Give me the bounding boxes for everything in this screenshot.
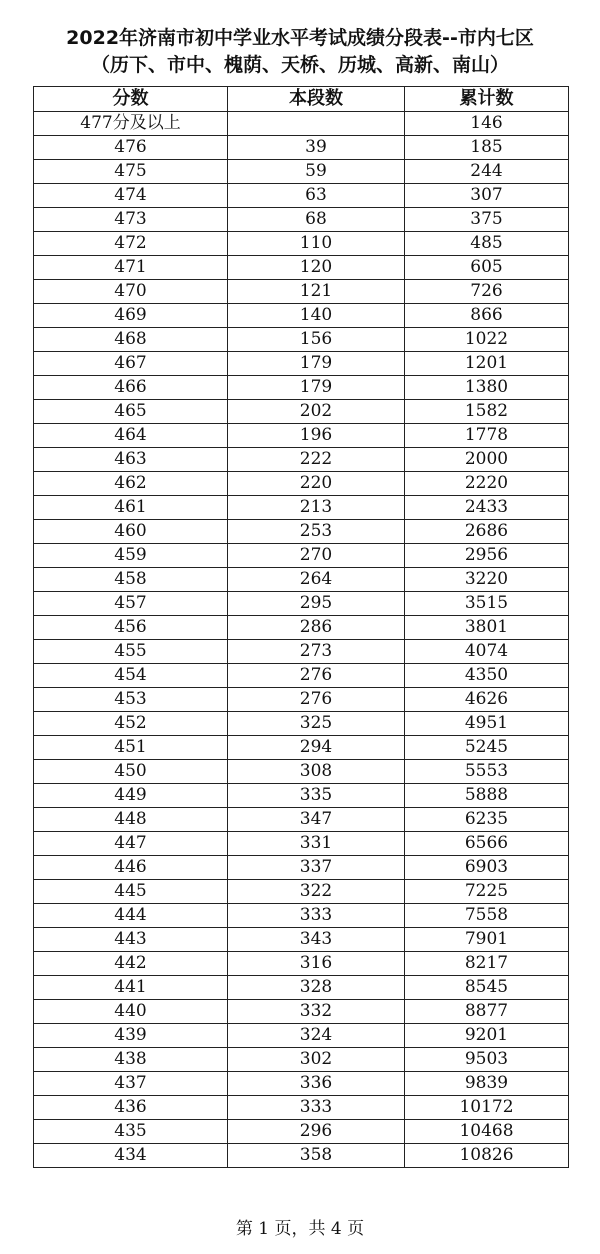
cell-score: 442 [34, 952, 228, 976]
cell-segment-count: 68 [228, 208, 405, 232]
cell-score: 474 [34, 184, 228, 208]
cell-segment-count: 331 [228, 832, 405, 856]
table-body [34, 112, 569, 1168]
table-row [34, 568, 569, 592]
cell-score: 447 [34, 832, 228, 856]
cell-cumulative-count: 2686 [405, 520, 569, 544]
cell-cumulative-count: 4626 [405, 688, 569, 712]
cell-score: 466 [34, 376, 228, 400]
cell-cumulative-count: 7225 [405, 880, 569, 904]
cell-score: 435 [34, 1120, 228, 1144]
cell-score: 458 [34, 568, 228, 592]
cell-cumulative-count: 8877 [405, 1000, 569, 1024]
cell-score: 472 [34, 232, 228, 256]
cell-segment-count: 286 [228, 616, 405, 640]
table-row [34, 928, 569, 952]
cell-cumulative-count: 1022 [405, 328, 569, 352]
cell-segment-count: 337 [228, 856, 405, 880]
cell-score: 438 [34, 1048, 228, 1072]
cell-cumulative-count: 307 [405, 184, 569, 208]
table-row [34, 208, 569, 232]
header-score: 分数 [34, 87, 228, 112]
cell-cumulative-count: 9839 [405, 1072, 569, 1096]
cell-cumulative-count: 244 [405, 160, 569, 184]
cell-score: 475 [34, 160, 228, 184]
cell-cumulative-count: 485 [405, 232, 569, 256]
table-row [34, 448, 569, 472]
cell-score: 453 [34, 688, 228, 712]
cell-segment-count [228, 112, 405, 136]
cell-cumulative-count: 6235 [405, 808, 569, 832]
cell-score: 434 [34, 1144, 228, 1168]
cell-cumulative-count: 866 [405, 304, 569, 328]
cell-score: 443 [34, 928, 228, 952]
cell-segment-count: 110 [228, 232, 405, 256]
table-row [34, 520, 569, 544]
cell-cumulative-count: 4951 [405, 712, 569, 736]
table-row [34, 1072, 569, 1096]
cell-score: 454 [34, 664, 228, 688]
cell-score: 473 [34, 208, 228, 232]
cell-score: 461 [34, 496, 228, 520]
cell-score: 439 [34, 1024, 228, 1048]
score-distribution-table [33, 86, 569, 1168]
cell-score: 450 [34, 760, 228, 784]
cell-cumulative-count: 5553 [405, 760, 569, 784]
table-row [34, 592, 569, 616]
cell-segment-count: 294 [228, 736, 405, 760]
table-row [34, 1048, 569, 1072]
cell-segment-count: 324 [228, 1024, 405, 1048]
cell-segment-count: 332 [228, 1000, 405, 1024]
cell-segment-count: 140 [228, 304, 405, 328]
cell-segment-count: 335 [228, 784, 405, 808]
cell-segment-count: 121 [228, 280, 405, 304]
table-row [34, 136, 569, 160]
cell-cumulative-count: 726 [405, 280, 569, 304]
table-row [34, 664, 569, 688]
cell-cumulative-count: 1778 [405, 424, 569, 448]
header-cumulative-count: 累计数 [405, 87, 569, 112]
cell-score: 436 [34, 1096, 228, 1120]
document-subtitle-districts: （历下、市中、槐荫、天桥、历城、高新、南山） [90, 54, 509, 76]
table-row [34, 256, 569, 280]
cell-cumulative-count: 1582 [405, 400, 569, 424]
table-row [34, 160, 569, 184]
cell-score: 455 [34, 640, 228, 664]
table-row [34, 736, 569, 760]
cell-cumulative-count: 146 [405, 112, 569, 136]
cell-cumulative-count: 4350 [405, 664, 569, 688]
table-row [34, 1120, 569, 1144]
cell-cumulative-count: 8217 [405, 952, 569, 976]
cell-segment-count: 213 [228, 496, 405, 520]
cell-segment-count: 179 [228, 352, 405, 376]
table-row [34, 1096, 569, 1120]
cell-segment-count: 343 [228, 928, 405, 952]
cell-segment-count: 347 [228, 808, 405, 832]
cell-score: 460 [34, 520, 228, 544]
table-row [34, 400, 569, 424]
table-row [34, 304, 569, 328]
cell-segment-count: 358 [228, 1144, 405, 1168]
cell-segment-count: 302 [228, 1048, 405, 1072]
header-segment-count: 本段数 [228, 87, 405, 112]
cell-segment-count: 273 [228, 640, 405, 664]
cell-segment-count: 333 [228, 904, 405, 928]
cell-segment-count: 336 [228, 1072, 405, 1096]
cell-score: 465 [34, 400, 228, 424]
table-row [34, 808, 569, 832]
cell-score: 451 [34, 736, 228, 760]
table-row [34, 688, 569, 712]
cell-cumulative-count: 5245 [405, 736, 569, 760]
page-number-footer: 第 1 页，共 4 页 [235, 1219, 365, 1239]
cell-cumulative-count: 6566 [405, 832, 569, 856]
table-row [34, 280, 569, 304]
cell-score: 468 [34, 328, 228, 352]
table-row [34, 1144, 569, 1168]
cell-cumulative-count: 4074 [405, 640, 569, 664]
table-row [34, 976, 569, 1000]
cell-cumulative-count: 2433 [405, 496, 569, 520]
cell-score: 444 [34, 904, 228, 928]
cell-cumulative-count: 1380 [405, 376, 569, 400]
cell-score: 476 [34, 136, 228, 160]
cell-score: 446 [34, 856, 228, 880]
cell-score: 469 [34, 304, 228, 328]
cell-cumulative-count: 7558 [405, 904, 569, 928]
table-row [34, 880, 569, 904]
cell-score: 452 [34, 712, 228, 736]
document-title: 2022年济南市初中学业水平考试成绩分段表--市内七区 [66, 27, 534, 49]
cell-segment-count: 333 [228, 1096, 405, 1120]
cell-segment-count: 59 [228, 160, 405, 184]
cell-cumulative-count: 3220 [405, 568, 569, 592]
cell-cumulative-count: 3801 [405, 616, 569, 640]
cell-score: 477分及以上 [34, 112, 228, 136]
cell-score: 464 [34, 424, 228, 448]
table-row [34, 112, 569, 136]
table-row [34, 472, 569, 496]
table-row [34, 1024, 569, 1048]
cell-segment-count: 296 [228, 1120, 405, 1144]
cell-cumulative-count: 2956 [405, 544, 569, 568]
cell-cumulative-count: 2220 [405, 472, 569, 496]
table-row [34, 616, 569, 640]
cell-segment-count: 220 [228, 472, 405, 496]
cell-segment-count: 316 [228, 952, 405, 976]
cell-cumulative-count: 10172 [405, 1096, 569, 1120]
cell-score: 470 [34, 280, 228, 304]
cell-cumulative-count: 10826 [405, 1144, 569, 1168]
table-row [34, 712, 569, 736]
cell-segment-count: 276 [228, 664, 405, 688]
cell-score: 467 [34, 352, 228, 376]
cell-segment-count: 179 [228, 376, 405, 400]
table-row [34, 952, 569, 976]
table-row [34, 328, 569, 352]
cell-cumulative-count: 7901 [405, 928, 569, 952]
cell-score: 445 [34, 880, 228, 904]
table-row [34, 760, 569, 784]
table-row [34, 640, 569, 664]
cell-segment-count: 39 [228, 136, 405, 160]
table-row [34, 856, 569, 880]
cell-cumulative-count: 9201 [405, 1024, 569, 1048]
cell-segment-count: 63 [228, 184, 405, 208]
table-row [34, 832, 569, 856]
cell-segment-count: 325 [228, 712, 405, 736]
cell-segment-count: 322 [228, 880, 405, 904]
cell-score: 440 [34, 1000, 228, 1024]
cell-segment-count: 270 [228, 544, 405, 568]
cell-segment-count: 156 [228, 328, 405, 352]
table-row [34, 352, 569, 376]
cell-segment-count: 295 [228, 592, 405, 616]
cell-score: 463 [34, 448, 228, 472]
cell-score: 437 [34, 1072, 228, 1096]
cell-segment-count: 328 [228, 976, 405, 1000]
cell-segment-count: 202 [228, 400, 405, 424]
cell-score: 459 [34, 544, 228, 568]
cell-segment-count: 308 [228, 760, 405, 784]
cell-cumulative-count: 605 [405, 256, 569, 280]
cell-cumulative-count: 6903 [405, 856, 569, 880]
cell-score: 471 [34, 256, 228, 280]
cell-score: 456 [34, 616, 228, 640]
table-row [34, 424, 569, 448]
table-row [34, 232, 569, 256]
cell-cumulative-count: 375 [405, 208, 569, 232]
table-header-row [34, 87, 569, 112]
cell-cumulative-count: 9503 [405, 1048, 569, 1072]
table-row [34, 376, 569, 400]
cell-cumulative-count: 185 [405, 136, 569, 160]
cell-score: 462 [34, 472, 228, 496]
table-row [34, 904, 569, 928]
table-row [34, 496, 569, 520]
table-row [34, 544, 569, 568]
cell-segment-count: 196 [228, 424, 405, 448]
cell-score: 457 [34, 592, 228, 616]
table-row [34, 784, 569, 808]
table-row [34, 184, 569, 208]
table-row [34, 1000, 569, 1024]
cell-segment-count: 276 [228, 688, 405, 712]
cell-segment-count: 120 [228, 256, 405, 280]
cell-score: 449 [34, 784, 228, 808]
cell-cumulative-count: 5888 [405, 784, 569, 808]
cell-score: 441 [34, 976, 228, 1000]
cell-cumulative-count: 8545 [405, 976, 569, 1000]
cell-cumulative-count: 2000 [405, 448, 569, 472]
cell-score: 448 [34, 808, 228, 832]
cell-cumulative-count: 3515 [405, 592, 569, 616]
cell-segment-count: 222 [228, 448, 405, 472]
cell-segment-count: 264 [228, 568, 405, 592]
cell-segment-count: 253 [228, 520, 405, 544]
cell-cumulative-count: 1201 [405, 352, 569, 376]
cell-cumulative-count: 10468 [405, 1120, 569, 1144]
